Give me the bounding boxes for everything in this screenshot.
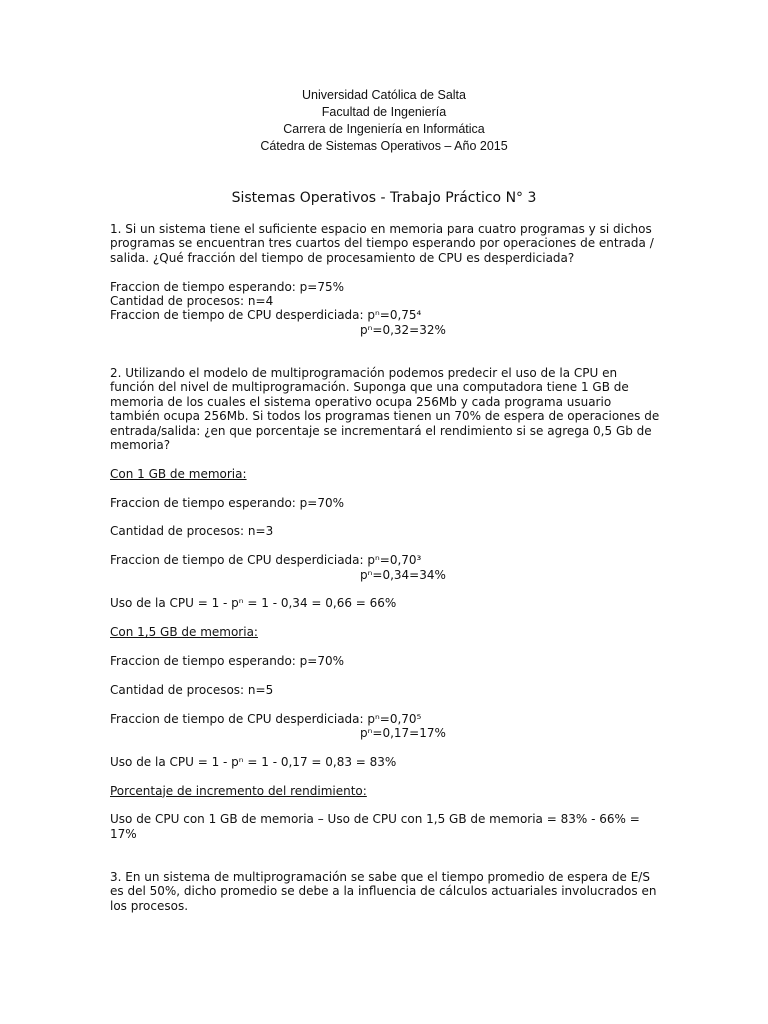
document-title: Sistemas Operativos - Trabajo Práctico N° 3 [231,190,537,206]
q2-1-5gb-wasted-cpu-result: pⁿ=0,17=17% [360,726,446,741]
q1-wasted-cpu: Fraccion de tiempo de CPU desperdiciada: pⁿ=0,75⁴ [110,308,422,323]
faculty-name: Facultad de Ingeniería [321,105,447,119]
q1-process-count: Cantidad de procesos: n=4 [110,294,274,309]
q2-1gb-wasted-cpu-result: pⁿ=0,34=34% [360,567,446,582]
q2-1-5gb-wasted-cpu: Fraccion de tiempo de CPU desperdiciada: pⁿ=0,70⁵ [110,711,422,726]
q2-1gb-process-count: Cantidad de procesos: n=3 [110,524,274,539]
document-body [110,222,662,913]
q1-wasted-cpu-result: pⁿ=0,32=32% [360,322,446,337]
document-header [0,87,768,155]
university-name: Universidad Católica de Salta [302,88,466,102]
q2-1-5gb-wait-fraction: Fraccion de tiempo esperando: p=70% [110,654,344,669]
q2-1gb-wait-fraction: Fraccion de tiempo esperando: p=70% [110,495,344,510]
career-name: Carrera de Ingeniería en Informática [283,122,485,136]
q2-heading-1gb: Con 1 GB de memoria: [110,466,247,481]
question-1-statement: 1. Si un sistema tiene el suficiente espacio en memoria para cuatro programas y si dichos programas se encuentran tres cuartos del tiempo esperando por operaciones de entrada / salida. ¿Qué fracción del tiempo de procesamiento de CPU es desperdiciada? [110,222,654,265]
q2-increase-result: Uso de CPU con 1 GB de memoria – Uso de CPU con 1,5 GB de memoria = 83% - 66% = 17% [110,812,640,841]
question-2-statement: 2. Utilizando el modelo de multiprogramación podemos predecir el uso de la CPU en función del nivel de multiprogramación. Suponga que una computadora tiene 1 GB de memoria de los cuales el sistema operativo ocupa 256Mb y cada programa usuario también ocupa 256Mb. Si todos los programas tienen un 70% de espera de operaciones de entrada/salida: ¿en que porcentaje se incrementará el rendimiento si se agrega 0,5 Gb de memoria? [110,366,660,453]
q2-1-5gb-process-count: Cantidad de procesos: n=5 [110,682,274,697]
q2-1gb-cpu-usage: Uso de la CPU = 1 - pⁿ = 1 - 0,34 = 0,66 = 66% [110,596,397,611]
q2-1-5gb-cpu-usage: Uso de la CPU = 1 - pⁿ = 1 - 0,17 = 0,83 = 83% [110,754,397,769]
q2-heading-increase: Porcentaje de incremento del rendimiento: [110,783,367,798]
q2-heading-1-5gb: Con 1,5 GB de memoria: [110,625,258,640]
chair-name: Cátedra de Sistemas Operativos – Año 2015 [260,139,508,153]
q1-wait-fraction: Fraccion de tiempo esperando: p=75% [110,279,344,294]
q2-1gb-wasted-cpu: Fraccion de tiempo de CPU desperdiciada: pⁿ=0,70³ [110,553,422,568]
question-3-statement: 3. En un sistema de multiprogramación se sabe que el tiempo promedio de espera de E/S es del 50%, dicho promedio se debe a la influencia de cálculos actuariales involucrados en los procesos. [110,870,657,913]
